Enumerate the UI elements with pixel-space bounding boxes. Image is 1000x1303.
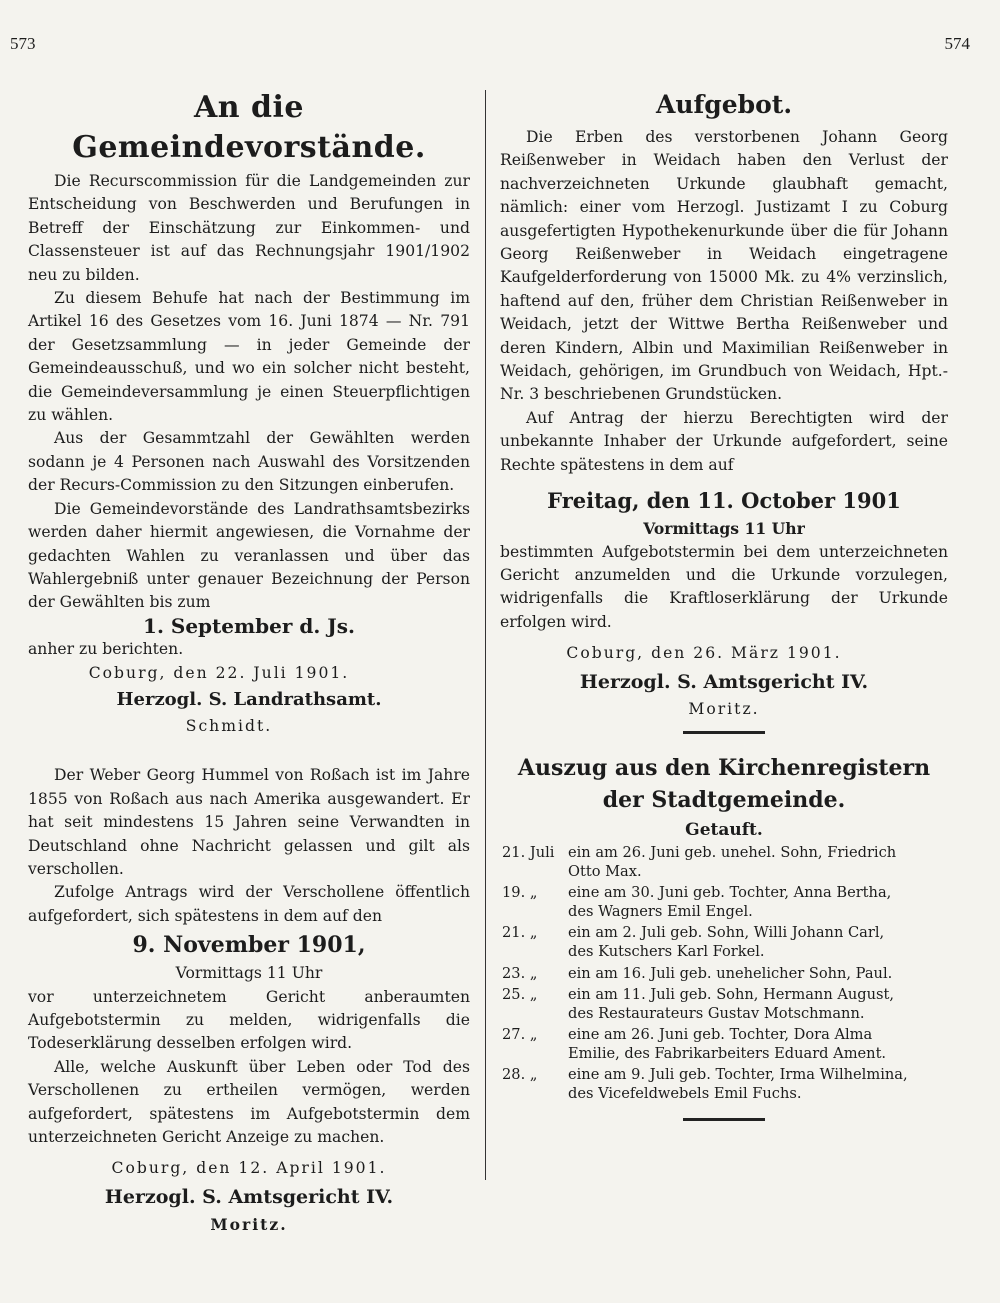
entry-date: 23. „	[502, 964, 538, 982]
entry-line-1: ein am 16. Juli geb. unehelicher Sohn, Paul.	[568, 964, 893, 982]
notice3-paragraph-1: Die Erben des verstorbenen Johann Georg Reißenweber in Weidach haben den Verlust der nachverzeichneten Urkunde glaubhaft gemacht, nämlich: einer vom Herzogl. Justizamt I zu Coburg ausgefertigten Hypothekenurkunde über die für Johann Georg Reißenweber in Weidach eingetragene Kaufgelderforderung von 15000 Mk. zu 4% verzinslich, haftend auf den, früher dem Christian Reißenweber in Weidach, jetzt der Wittwe Bertha Reißenweber und deren Kindern, Albin und Maximilian Reißenweber in Weidach, gehörigen, im Grundbuch von Weidach, Hpt.-Nr. 3 beschriebenen Grundstücken.	[500, 128, 948, 404]
list-item	[500, 844, 948, 881]
baptism-list	[500, 844, 948, 1104]
list-item	[500, 884, 948, 921]
notice2-paragraph-1: Der Weber Georg Hummel von Roßach ist im Jahre 1855 von Roßach aus nach Amerika ausgewandert. Er hat seit mindestens 15 Jahren seine Verwandten in Deutschland ohne Nachricht gelassen und gilt als verschollen.	[28, 766, 470, 878]
registry-title-line-2: der Stadtgemeinde.	[602, 786, 846, 813]
notice3-date: Freitag, den 11. October 1901	[547, 488, 901, 514]
notice3-place-date: Coburg, den 26. März 1901.	[566, 644, 842, 663]
end-divider	[683, 1118, 765, 1121]
notice1-paragraph-4: Die Gemeindevorstände des Landrathsamtsbezirks werden daher hiermit angewiesen, die Vornahme der gedachten Wahlen zu veranlassen und über das Wahlergebniß unter genauer Bezeichnung der Person der Gewählten bis zum	[28, 499, 470, 612]
entry-line-1: eine am 9. Juli geb. Tochter, Irma Wilhelmina,	[568, 1066, 908, 1084]
entry-line-2: des Restaurateurs Gustav Motschmann.	[568, 1004, 865, 1022]
list-item	[500, 924, 948, 961]
registry-subtitle: Getauft.	[685, 819, 763, 840]
entry-date: 21. „	[502, 924, 538, 942]
entry-line-1: ein am 2. Juli geb. Sohn, Willi Johann Carl,	[568, 924, 885, 942]
notice2-place-date: Coburg, den 12. April 1901.	[111, 1159, 387, 1178]
entry-line-2: des Wagners Emil Engel.	[568, 902, 753, 920]
notice3-signature: Moritz.	[688, 699, 760, 718]
entry-date: 25. „	[502, 986, 538, 1004]
notice2-signature: Moritz.	[210, 1214, 288, 1234]
notice3-time: Vormittags 11 Uhr	[643, 519, 805, 539]
notice3-paragraph-3: bestimmten Aufgebotstermin bei dem unterzeichneten Gericht anzumelden und die Urkunde vorzulegen, widrigenfalls die Kraftloserklärung der Urkunde erfolgen wird.	[500, 542, 948, 631]
section-divider	[683, 731, 765, 734]
entry-line-1: eine am 26. Juni geb. Tochter, Dora Alma	[568, 1026, 873, 1044]
notice2-date: 9. November 1901,	[132, 932, 366, 959]
entry-line-1: ein am 11. Juli geb. Sohn, Hermann August,	[568, 986, 895, 1004]
registry-title-line-1: Auszug aus den Kirchenregistern	[517, 754, 931, 781]
notice3-title: Aufgebot.	[655, 90, 793, 119]
list-item	[500, 1066, 948, 1103]
notice2-paragraph-2: Zufolge Antrags wird der Verschollene öffentlich aufgefordert, sich spätestens in dem auf den	[28, 883, 470, 925]
entry-line-2: Otto Max.	[568, 862, 642, 880]
notice2-paragraph-3: vor unterzeichnetem Gericht anberaumten Aufgebotstermin zu melden, widrigenfalls die Todeserklärung desselben erfolgen wird.	[28, 987, 470, 1053]
notice1-title: An die Gemeindevorstände.	[72, 90, 426, 165]
notice2-paragraph-4: Alle, welche Auskunft über Leben oder Tod des Verschollenen zu ertheilen vermögen, werden aufgefordert, spätestens im Aufgebotstermin dem unterzeichneten Gericht Anzeige zu machen.	[28, 1057, 470, 1147]
notice1-deadline: 1. September d. Js.	[143, 613, 355, 638]
entry-date: 27. „	[502, 1026, 538, 1044]
notice2-time: Vormittags 11 Uhr	[175, 964, 323, 983]
notice1-paragraph-2: Zu diesem Behufe hat nach der Bestimmung im Artikel 16 des Gesetzes vom 16. Juni 1874 — Nr. 791 der Gesetzsammlung — in jeder Gemeinde der Gemeindeausschuß, und wo ein solcher nicht besteht, die Gemeindeversammlung je einen Steuerpflichtigen zu wählen.	[28, 289, 470, 425]
entry-line-2: Emilie, des Fabrikarbeiters Eduard Ament.	[568, 1044, 887, 1062]
entry-date: 19. „	[502, 884, 538, 902]
notice1-signature: Schmidt.	[185, 716, 273, 735]
left-column	[28, 88, 470, 1236]
notice1-paragraph-3: Aus der Gesammtzahl der Gewählten werden sodann je 4 Personen nach Auswahl des Vorsitzenden der Recurs-Commission zu den Sitzungen einberufen.	[28, 429, 470, 495]
entry-date: 28. „	[502, 1066, 538, 1084]
page-number-left: 573	[10, 34, 36, 53]
entry-line-2: des Vicefeldwebels Emil Fuchs.	[568, 1085, 802, 1103]
entry-line-2: des Kutschers Karl Forkel.	[568, 942, 765, 960]
right-column	[500, 88, 948, 1131]
notice2-authority: Herzogl. S. Amtsgericht IV.	[104, 1185, 394, 1208]
notice1-paragraph-5: anher zu berichten.	[28, 640, 184, 659]
notice3-paragraph-2: Auf Antrag der hierzu Berechtigten wird der unbekannte Inhaber der Urkunde aufgefordert, seine Rechte spätestens in dem auf	[500, 408, 948, 474]
notice3-authority: Herzogl. S. Amtsgericht IV.	[579, 670, 869, 693]
page-number-right: 574	[944, 34, 970, 53]
list-item	[500, 965, 948, 984]
list-item	[500, 1026, 948, 1063]
list-item	[500, 986, 948, 1023]
notice1-paragraph-1: Die Recurscommission für die Landgemeinden zur Entscheidung von Beschwerden und Berufungen in Betreff der Einschätzung zur Einkommen- und Classensteuer ist auf das Rechnungsjahr 1901/1902 neu zu bilden.	[28, 172, 470, 284]
notice1-place-date: Coburg, den 22. Juli 1901.	[88, 663, 350, 682]
entry-line-1: ein am 26. Juni geb. unehel. Sohn, Friedrich	[568, 843, 897, 861]
entry-date: 21. Juli	[502, 843, 555, 861]
column-divider	[485, 90, 486, 1180]
entry-line-1: eine am 30. Juni geb. Tochter, Anna Bertha,	[568, 884, 892, 902]
notice1-authority: Herzogl. S. Landrathsamt.	[116, 688, 382, 710]
